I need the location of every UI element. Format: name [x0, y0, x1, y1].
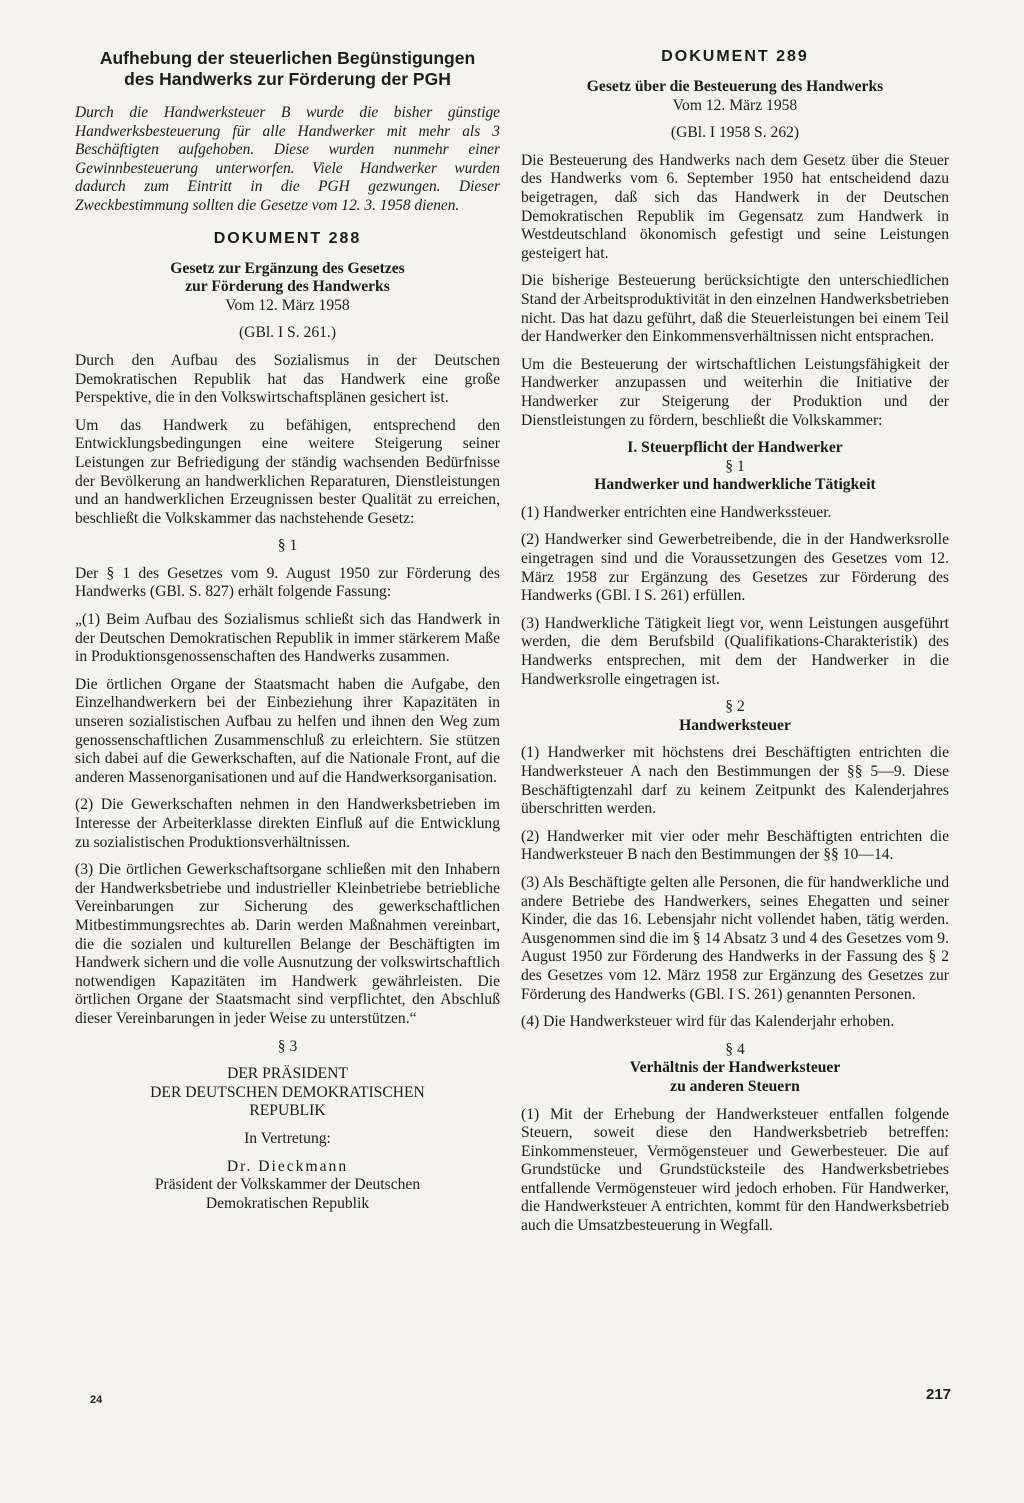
- preamble-paragraph-2: Die bisherige Besteuerung berücksichtigte den unterschiedlichen Stand der Arbeitsproduktivität in den einzelnen Handwerksbetrieben nicht. Das hat dazu geführt, daß die Steuerleistungen bei einem Teil der Handwerker den Einkommensverhältnissen nicht entsprachen.: [521, 272, 949, 346]
- section-1-paragraph-3: (3) Handwerkliche Tätigkeit liegt vor, wenn Leistungen ausgeführt werden, die dem Berufsbild (Qualifikations-Charakteristik) des Handwerks entsprechen, mit dem der Handwerker in die Handwerksrolle eingetragen ist.: [521, 614, 949, 688]
- preamble-paragraph-3: Um die Besteuerung der wirtschaftlichen Leistungsfähigkeit der Handwerker anzupassen und weiterhin die Initiative der Handwerker zur Steigerung der Produktion und der Dienstleistungen zu fördern, beschließt die Volkskammer:: [521, 355, 949, 429]
- signer-title-line-3: REPUBLIK: [249, 1102, 326, 1120]
- right-page-number: 217: [926, 1386, 952, 1403]
- left-page-number: 24: [90, 1394, 103, 1406]
- section-1-heading: § 1: [725, 457, 745, 475]
- quoted-paragraph-3: (2) Die Gewerkschaften nehmen in den Handwerksbetrieben im Interesse der Arbeiterklasse direkten Einfluß auf die Entwicklung zu sozialistischen Produktionsverhältnissen.: [75, 796, 500, 851]
- section-2-paragraph-1: (1) Handwerker mit höchstens drei Beschäftigten entrichten die Handwerksteuer A nach den Bestimmungen der §§ 5—9. Diese Beschäftigtenzahl darf zu keinem Zeitpunkt des Kalenderjahres überschritten werden.: [521, 744, 949, 818]
- section-1-heading: § 1: [277, 537, 298, 555]
- gazette-reference: (GBl. I 1958 S. 262): [670, 124, 800, 142]
- law-title-line-2: zur Förderung des Handwerks: [185, 278, 390, 296]
- intro-title-line-2: des Handwerks zur Förderung der PGH: [124, 69, 451, 89]
- law-date: Vom 12. März 1958: [225, 296, 350, 314]
- section-4-title-line-1: Verhältnis der Handwerksteuer: [629, 1059, 841, 1077]
- section-4-title-line-2: zu anderen Steuern: [670, 1077, 800, 1095]
- section-3-heading: § 3: [277, 1037, 298, 1055]
- document-289-heading: DOKUMENT 289: [661, 48, 809, 65]
- law-title: Gesetz über die Besteuerung des Handwerks: [586, 78, 884, 95]
- quoted-paragraph-1: „(1) Beim Aufbau des Sozialismus schließt sich das Handwerk in der Deutschen Demokratischen Republik in immer stärkerem Maße in Produktionsgenossenschaften des Handwerks zusammen.: [75, 611, 500, 666]
- section-2-heading: § 2: [725, 698, 745, 716]
- preamble-paragraph-1: Die Besteuerung des Handwerks nach dem Gesetz über die Steuer des Handwerks vom 6. September 1950 hat entscheidend dazu beigetragen, daß sich das Handwerk in der Deutschen Demokratischen Republik im Gegensatz zum Handwerk in Westdeutschland ökonomisch gefestigt und seine Leistungen gesteigert hat.: [521, 151, 949, 262]
- gazette-reference: (GBl. I S. 261.): [238, 324, 337, 342]
- quoted-paragraph-4: (3) Die örtlichen Gewerkschaftsorgane schließen mit den Inhabern der Handwerksbetriebe und industrieller Kleinbetriebe betriebliche Vereinbarungen zur Sicherung des gewerkschaftlichen Mitbestimmungsrechtes ab. Darin werden Maßnahmen vereinbart, die die sozialen und kulturellen Belange der Beschäftigten im Handwerk sichern und die volle Ausnutzung der volkswirtschaftlich notwendigen Kapazitäten im Handwerk gewährleisten. Die örtlichen Organe der Staatsmacht sind verpflichtet, den Abschluß dieser Vereinbarungen in jeder Weise zu unterstützen.“: [75, 861, 500, 1027]
- signer-name: Dr. Dieckmann: [226, 1157, 349, 1175]
- law-date: Vom 12. März 1958: [672, 96, 798, 114]
- quoted-paragraph-2: Die örtlichen Organe der Staatsmacht haben die Aufgabe, den Einzelhandwerkern bei der Einbeziehung ihrer Kapazitäten in unseren sozialistischen Aufbau zu helfen und ihnen den Weg zum genossenschaftlichen Zusammenschluß zu erleichtern. Sie stützen sich dabei auf die Gewerkschaften, auf die Nationale Front, auf die anderen Massenorganisationen und auf die Handwerksorganisation.: [75, 675, 500, 786]
- section-4-paragraph-1: (1) Mit der Erhebung der Handwerksteuer entfallen folgende Steuern, soweit diese den Handwerksbetrieb betreffen: Einkommensteuer, Vermögensteuer und Gewerbesteuer. Die auf Grundstücke und Grundstücksteile des Handwerksbetriebes entfallende Vermögensteuer wird jedoch erhoben. Für Handwerker, die Handwerksteuer A entrichten, kommt für den Handwerksbetrieb auch die Umsatzbesteuerung in Wegfall.: [521, 1105, 949, 1235]
- section-2-paragraph-2: (2) Handwerker mit vier oder mehr Beschäftigten entrichten die Handwerksteuer B nach den Bestimmungen der §§ 10—14.: [521, 827, 949, 864]
- signer-title-line-1: DER PRÄSIDENT: [227, 1065, 348, 1083]
- preamble-paragraph-1: Durch den Aufbau des Sozialismus in der Deutschen Demokratischen Republik hat das Handwerk eine große Perspektive, die in den Volkswirtschaftsplänen gesichert ist.: [75, 351, 500, 407]
- section-2-paragraph-3: (3) Als Beschäftigte gelten alle Personen, die für handwerkliche und andere Betriebe des Handwerkers, seines Ehegatten und seiner Kinder, die das 16. Lebensjahr nicht vollendet haben, tätig werden. Ausgenommen sind die im § 14 Absatz 3 und 4 des Gesetzes vom 9. August 1950 zur Förderung des Handwerks in der Fassung des § 2 des Gesetzes vom 12. März 1958 zur Ergänzung des Gesetzes zur Förderung des Handwerks (GBl. I S. 261) genannten Personen.: [521, 873, 949, 1003]
- section-1-title: Handwerker und handwerkliche Tätigkeit: [594, 476, 876, 494]
- chapter-1-heading: I. Steuerpflicht der Handwerker: [627, 439, 843, 457]
- intro-text: Durch die Handwerksteuer B wurde die bisher günstige Handwerksbesteuerung für alle Handwerker mit mehr als 3 Beschäftigten aufgehoben. Diese wurden nunmehr einer Gewinnbesteuerung unterworfen. Viele Handwerker wurden dadurch zum Eintritt in die PGH gezwungen. Dieser Zweckbestimmung sollten die Gesetze vom 12. 3. 1958 dienen.: [75, 104, 500, 214]
- document-288-heading: DOKUMENT 288: [213, 229, 362, 247]
- left-column: [75, 44, 500, 1213]
- signer-title-line-2: DER DEUTSCHEN DEMOKRATISCHEN: [150, 1083, 425, 1101]
- intro-title: [75, 48, 500, 90]
- in-vertretung: In Vertretung:: [244, 1129, 331, 1147]
- section-1-paragraph-2: (2) Handwerker sind Gewerbetreibende, die in der Handwerksrolle eingetragen sind und die Voraussetzungen des Gesetzes vom 12. März 1958 zur Ergänzung des Gesetzes zur Förderung des Handwerks (GBl. I S. 261) erfüllen.: [521, 531, 949, 605]
- section-1-paragraph-1: (1) Handwerker entrichten eine Handwerkssteuer.: [521, 503, 832, 521]
- signer-role-line-2: Demokratischen Republik: [205, 1194, 370, 1212]
- signer-role-line-1: Präsident der Volkskammer der Deutschen: [154, 1176, 421, 1194]
- section-4-heading: § 4: [725, 1040, 745, 1058]
- right-column: [521, 44, 949, 1245]
- intro-title-line-1: Aufhebung der steuerlichen Begünstigungen: [99, 48, 476, 68]
- section-2-paragraph-4: (4) Die Handwerksteuer wird für das Kalenderjahr erhoben.: [521, 1013, 895, 1031]
- law-title-line-1: Gesetz zur Ergänzung des Gesetzes: [170, 259, 405, 277]
- section-2-title: Handwerksteuer: [679, 716, 791, 734]
- section-1-paragraph: Der § 1 des Gesetzes vom 9. August 1950 zur Förderung des Handwerks (GBl. S. 827) erhält folgende Fassung:: [75, 564, 500, 601]
- preamble-paragraph-2: Um das Handwerk zu befähigen, entsprechend den Entwicklungsbedingungen eine weitere Steigerung seiner Leistungen zur Befriedigung der ständig wachsenden Bedürfnisse der Bevölkerung an handwerklichen Reparaturen, Dienstleistungen und an handwerklichen Erzeugnissen bester Qualität zu erreichen, beschließt die Volkskammer das nachstehende Gesetz:: [75, 416, 500, 527]
